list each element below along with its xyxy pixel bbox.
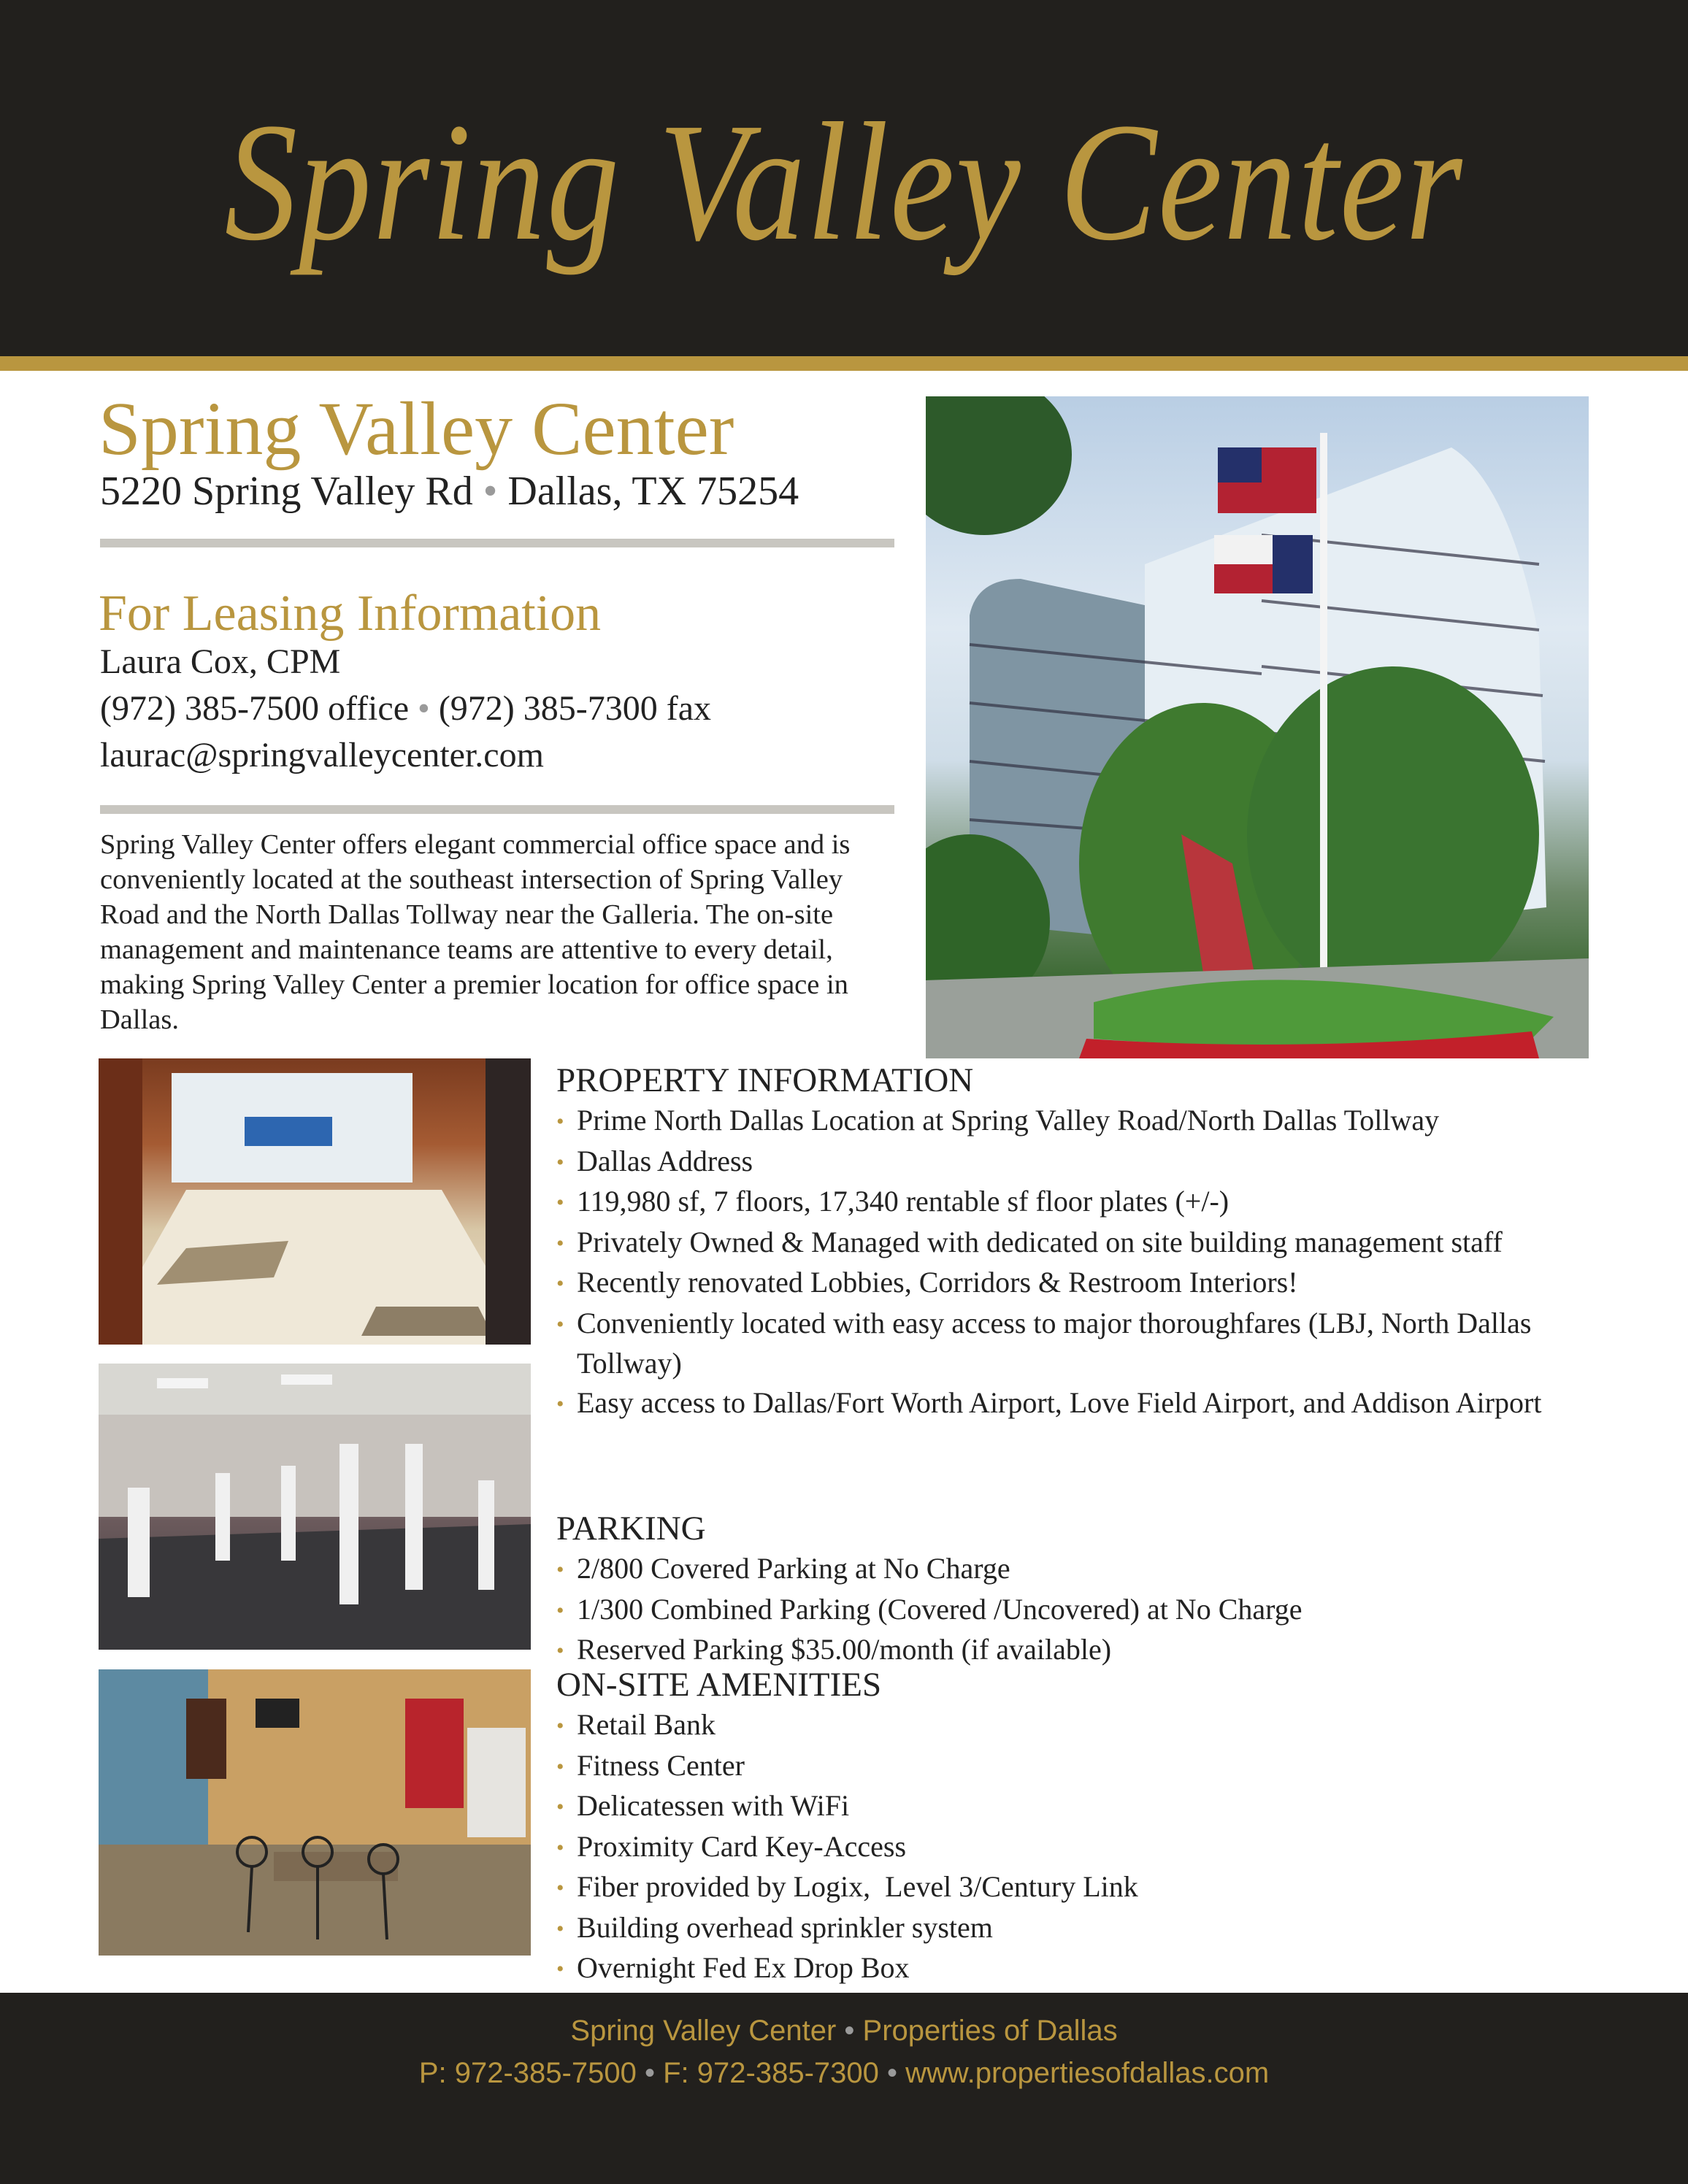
fax-phone: (972) 385-7300 fax bbox=[438, 689, 712, 728]
footer-line-1 bbox=[0, 2012, 1688, 2050]
list-item: • Privately Owned & Managed with dedicated on site building management staff bbox=[556, 1223, 1555, 1264]
footer-line-2 bbox=[0, 2054, 1688, 2092]
property-description: Spring Valley Center offers elegant commercial office space and is conveniently located at the southeast intersection of Spring Valley Road and the North Dallas Tollway near the Galleria. The on-site management and maintenance teams are attentive to every detail, making Spring Valley Center a premier location for office space in Dallas. bbox=[100, 829, 851, 1035]
fitness-center-photo bbox=[99, 1364, 531, 1650]
list-item: • Retail Bank bbox=[556, 1705, 1593, 1746]
footer-bar bbox=[0, 1993, 1688, 2184]
bullet-icon: • bbox=[556, 1312, 564, 1337]
list-item: • Prime North Dallas Location at Spring Valley Road/North Dallas Tollway bbox=[556, 1101, 1593, 1142]
lobby-photo bbox=[99, 1058, 531, 1345]
bullet-icon: • bbox=[556, 1876, 564, 1900]
property-title: Spring Valley Center bbox=[99, 387, 734, 471]
bullet-icon: • bbox=[556, 1558, 564, 1582]
building-illustration bbox=[926, 396, 1589, 1058]
deli-illustration bbox=[99, 1669, 531, 1956]
contact-phones bbox=[100, 686, 711, 731]
list-item: • Dallas Address bbox=[556, 1142, 1593, 1183]
amenities-list bbox=[556, 1705, 1593, 1989]
leasing-heading: For Leasing Information bbox=[99, 585, 602, 642]
list-item: • Fiber provided by Logix, Level 3/Century Link bbox=[556, 1867, 1593, 1908]
footer-company-name: Properties of Dallas bbox=[862, 2015, 1118, 2047]
office-phone[interactable]: (972) 385-7500 office bbox=[100, 689, 409, 728]
bullet-icon: • bbox=[556, 1714, 564, 1738]
section-heading: PROPERTY INFORMATION bbox=[556, 1061, 974, 1099]
bullet-icon: • bbox=[556, 1916, 564, 1941]
building-exterior-photo bbox=[926, 396, 1589, 1058]
footer-property-name: Spring Valley Center bbox=[570, 2015, 837, 2047]
parking-section bbox=[556, 1508, 1593, 1671]
section-heading: PARKING bbox=[556, 1510, 706, 1547]
bullet-separator: • bbox=[644, 2057, 655, 2089]
bullet-icon: • bbox=[556, 1272, 564, 1296]
amenities-section bbox=[556, 1664, 1593, 1989]
list-item: • Conveniently located with easy access to major thoroughfares (LBJ, North Dallas Tollway) bbox=[556, 1306, 1532, 1380]
bullet-icon: • bbox=[556, 1391, 564, 1416]
bullet-icon: • bbox=[556, 1957, 564, 1981]
contact-name: Laura Cox, CPM bbox=[100, 642, 341, 681]
property-info-list bbox=[556, 1101, 1593, 1423]
list-item: • Reserved Parking $35.00/month (if available) bbox=[556, 1630, 1593, 1671]
bullet-separator: • bbox=[483, 469, 498, 514]
bullet-icon: • bbox=[556, 1150, 564, 1174]
list-item: • Delicatessen with WiFi bbox=[556, 1786, 1593, 1827]
list-item: • 119,980 sf, 7 floors, 17,340 rentable sf floor plates (+/-) bbox=[556, 1182, 1593, 1223]
gold-divider-stripe bbox=[0, 356, 1688, 371]
bullet-icon: • bbox=[556, 1795, 564, 1819]
list-item: • 1/300 Combined Parking (Covered /Uncovered) at No Charge bbox=[556, 1590, 1593, 1631]
bullet-separator: • bbox=[844, 2015, 855, 2047]
property-information-section bbox=[556, 1060, 1593, 1423]
list-item: • Easy access to Dallas/Fort Worth Airport, Love Field Airport, and Addison Airport bbox=[556, 1383, 1570, 1424]
footer-fax: F: 972-385-7300 bbox=[663, 2057, 879, 2089]
divider-rule bbox=[100, 539, 894, 547]
bullet-separator: • bbox=[418, 689, 430, 728]
footer-website-link[interactable]: www.propertiesofdallas.com bbox=[905, 2057, 1270, 2089]
banner-title: Spring Valley Center bbox=[224, 88, 1464, 276]
bullet-icon: • bbox=[556, 1835, 564, 1860]
bullet-icon: • bbox=[556, 1754, 564, 1779]
list-item: • Recently renovated Lobbies, Corridors & Restroom Interiors! bbox=[556, 1263, 1593, 1304]
list-item: • Overnight Fed Ex Drop Box bbox=[556, 1948, 1593, 1989]
delicatessen-photo bbox=[99, 1669, 531, 1956]
header-banner bbox=[0, 0, 1688, 356]
parking-list bbox=[556, 1549, 1593, 1671]
lobby-illustration bbox=[99, 1058, 531, 1345]
bullet-icon: • bbox=[556, 1231, 564, 1256]
list-item: • Fitness Center bbox=[556, 1746, 1593, 1787]
bullet-separator: • bbox=[887, 2057, 898, 2089]
bullet-icon: • bbox=[556, 1110, 564, 1134]
bullet-icon: • bbox=[556, 1191, 564, 1215]
bullet-icon: • bbox=[556, 1598, 564, 1623]
section-heading: ON-SITE AMENITIES bbox=[556, 1666, 882, 1704]
address-city: Dallas, TX 75254 bbox=[507, 469, 799, 514]
gym-illustration bbox=[99, 1364, 531, 1650]
address-street: 5220 Spring Valley Rd bbox=[100, 469, 473, 514]
list-item: • Proximity Card Key-Access bbox=[556, 1827, 1593, 1868]
property-address bbox=[100, 466, 799, 517]
list-item: • 2/800 Covered Parking at No Charge bbox=[556, 1549, 1593, 1590]
contact-email[interactable]: laurac@springvalleycenter.com bbox=[100, 736, 544, 774]
footer-phone[interactable]: P: 972-385-7500 bbox=[418, 2057, 637, 2089]
list-item: • Building overhead sprinkler system bbox=[556, 1908, 1593, 1949]
bullet-icon: • bbox=[556, 1639, 564, 1663]
divider-rule bbox=[100, 805, 894, 814]
